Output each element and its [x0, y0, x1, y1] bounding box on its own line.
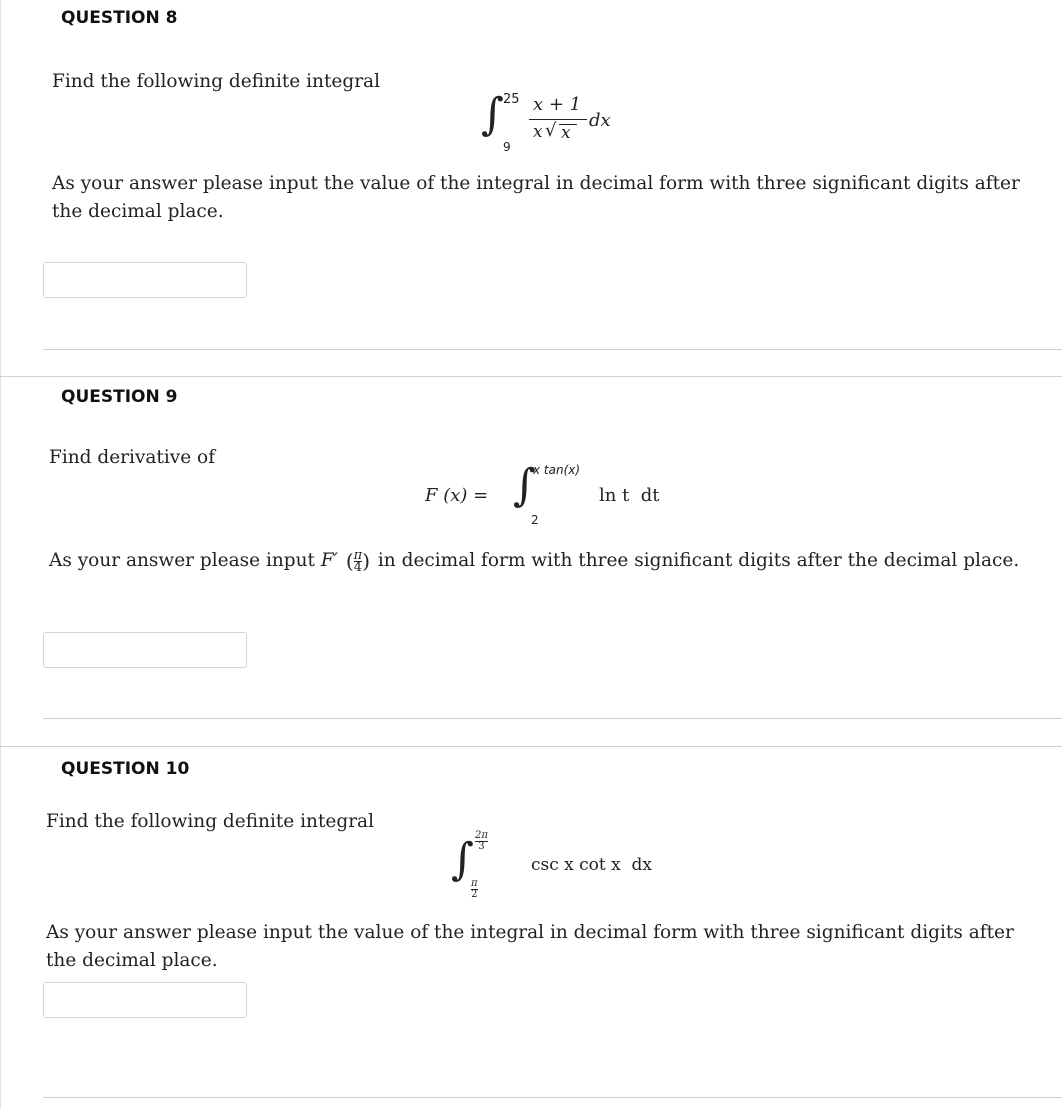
sqrt-radicand: x: [561, 123, 571, 143]
integrand: ln t dt: [599, 485, 660, 506]
arg-denominator: 4: [353, 559, 363, 575]
integral-sign: ∫: [451, 834, 474, 885]
integrand-numerator: x + 1: [533, 94, 582, 115]
upper-limit-numerator: 2π: [475, 830, 488, 841]
instructions-post: in decimal form with three significant digits after the decimal place.: [377, 550, 1020, 571]
upper-limit-denominator: 3: [478, 841, 485, 852]
f-prime: F′: [320, 550, 338, 571]
question-8-prompt: Find the following definite integral: [52, 71, 380, 92]
integrand: csc x cot x dx: [531, 855, 653, 875]
function-lhs: F (x) =: [425, 485, 489, 506]
lower-limit-numerator: π: [471, 878, 478, 889]
question-10-section: [0, 747, 1062, 1108]
integral-lower-limit: 9: [503, 140, 511, 154]
integral-sign: ∫: [513, 460, 536, 511]
paren-open: (: [345, 548, 354, 573]
question-8-title: QUESTION 8: [61, 8, 178, 28]
fraction-bar: [529, 119, 587, 120]
question-9-integral: [425, 457, 685, 527]
sqrt-sign: √: [545, 120, 557, 141]
integral-differential: dx: [589, 110, 611, 131]
question-10-instructions: As your answer please input the value of the integral in decimal form with three significant digits after the decimal place.: [46, 922, 1014, 971]
question-9-section: [0, 377, 1062, 746]
integral-upper-limit: 25: [503, 92, 520, 107]
question-10-title: QUESTION 10: [61, 759, 190, 779]
question-9-divider: [43, 718, 1062, 719]
question-9-title: QUESTION 9: [61, 387, 178, 407]
upper-limit: [475, 831, 488, 852]
instructions-pre: As your answer please input: [49, 550, 315, 571]
integral-lower-limit: 2: [531, 513, 539, 527]
integral-sign: ∫: [481, 89, 504, 140]
question-8-answer-input[interactable]: [43, 262, 247, 298]
question-8-instructions: As your answer please input the value of the integral in decimal form with three significant digits after the decimal place.: [52, 173, 1020, 222]
question-9-answer-input[interactable]: [43, 632, 247, 668]
question-8-section: [0, 0, 1062, 376]
integral-upper-limit: x tan(x): [533, 463, 581, 477]
question-9-instructions: [49, 547, 1049, 575]
integrand-denominator-x: x: [533, 122, 543, 142]
arg-numerator: π: [353, 547, 363, 563]
question-10-answer-input[interactable]: [43, 982, 247, 1018]
lower-limit-denominator: 2: [471, 889, 478, 900]
question-10-integral: [451, 831, 671, 903]
question-9-prompt: Find derivative of: [49, 447, 216, 468]
question-8-divider: [43, 349, 1062, 350]
question-10-divider: [43, 1097, 1062, 1098]
question-10-prompt: Find the following definite integral: [46, 811, 374, 832]
lower-limit: [471, 879, 478, 900]
argument: [345, 547, 370, 575]
question-8-integral: [481, 88, 641, 158]
paren-close: ): [362, 548, 370, 573]
